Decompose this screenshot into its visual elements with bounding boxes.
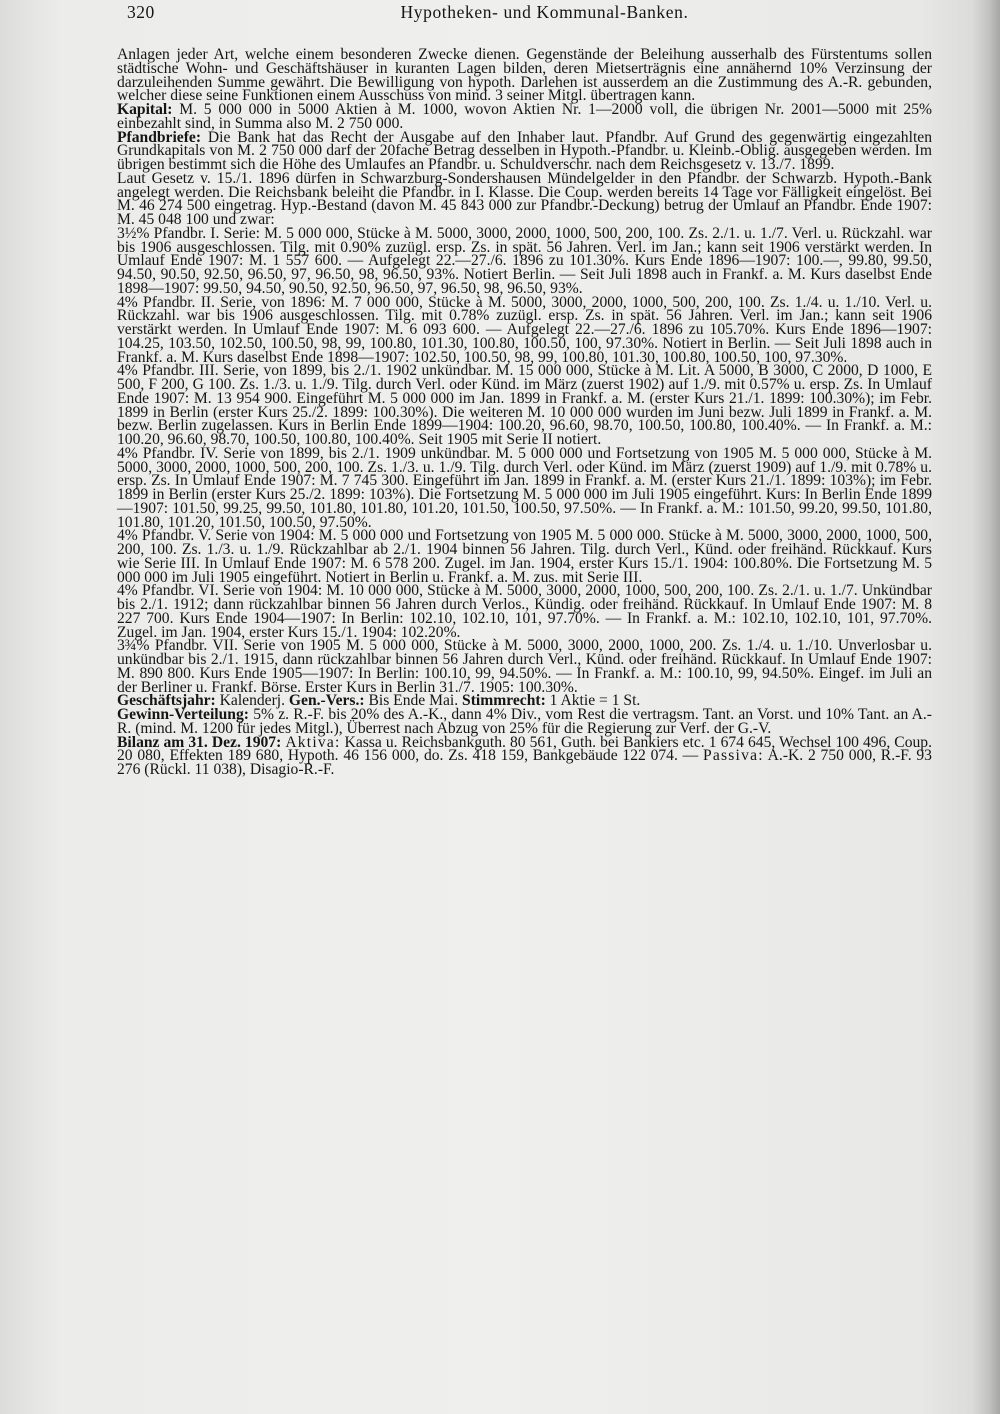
paragraph-serie-3: 4% Pfandbr. III. Serie, von 1899, bis 2./1. 1902 unkündbar. M. 15 000 000, Stücke à M. Lit. A 5000, B 3000, C 2000, D 1000, E 500, F 200, G 100. Zs. 1./3. u. 1./9. Tilg. durch Verl. oder Künd. im März (zuerst 1902) auf 1./9. mit 0.57% u. ersp. Zs. In Umlauf Ende 1907: M. 13 954 900. Eingeführt M. 5 000 000 im Jan. 1899 in Frankf. a. M. (erster Kurs 21./1. 1899: 100.30%); im Febr. 1899 in Berlin (erster Kurs 25./2. 1899: 100.30%). Die weiteren M. 10 000 000 wurden im Juni bezw. Juli 1899 in Frankf. a. M. bezw. Berlin zugelassen. Kurs in Berlin Ende 1899—1904: 100.20, 96.60, 98.70, 100.50, 100.80, 100.40%. — In Frankf. a. M.: 100.20, 96.60, 98.70, 100.50, 100.80, 100.40%. Seit 1905 mit Serie II notiert.: [117, 362, 932, 448]
section-label: Bilanz am 31. Dez. 1907:: [117, 733, 282, 751]
section-label: Gewinn-Verteilung:: [117, 706, 249, 723]
section-label: Kapital:: [117, 101, 173, 118]
paragraph-serie-5: 4% Pfandbr. V. Serie von 1904: M. 5 000 000 und Fortsetzung von 1905 M. 5 000 000. Stücke à M. 5000, 3000, 2000, 1000, 500, 200, 100. Zs. 1./3. u. 1./9. Rückzahlbar ab 2./1. 1904 binnen 56 Jahren. Tilg. durch Verl., Künd. oder freihänd. Rückkauf. Kurs wie Serie III. In Umlauf Ende 1907: M. 6 578 200. Zugel. im Jan. 1904, erster Kurs 15./1. 1904: 100.80%. Die Fortsetzung M. 5 000 000 im Juli 1905 eingeführt. Notiert in Berlin u. Frankf. a. M. zus. mit Serie III.: [117, 527, 932, 586]
paragraph-bilanz: Bilanz am 31. Dez. 1907: Aktiva: Kassa u. Reichsbankguth. 80 561, Guth. bei Bankiers etc. 1 674 645, Wechsel 100 496, Coup. 20 080, Effekten 189 680, Hypoth. 46 156 000, do. Zs. 418 159, Bankgebäude 122 074. — Passiva: A.-K. 2 750 000, R.-F. 93 276 (Rückl. 11 038), Disagio-R.-F.: [117, 733, 932, 778]
section-label: Pfandbriefe:: [117, 128, 202, 146]
paragraph-anlagen: Anlagen jeder Art, welche einem besonderen Zwecke dienen. Gegenstände der Beleihung ausserhalb des Fürstentums sollen städtische Wohn- und Geschäftshäuser in kuranten Lagen bilden, deren Mietserträgnis eine annähernd 10% Verzinsung der darzuleihenden Summe gewährt. Die Bewilligung von hypoth. Darlehen ist ausserdem an die Zustimmung des A.-R. gebunden, welcher diese seine Funktionen einem Ausschuss von mind. 3 seiner Mitgl. übertragen kann.: [117, 46, 932, 105]
paragraph-serie-1: 3½% Pfandbr. I. Serie: M. 5 000 000, Stücke à M. 5000, 3000, 2000, 1000, 500, 200, 100. Zs. 2./1. u. 1./7. Verl. u. Rückzahl. war bis 1906 ausgeschlossen. Tilg. mit 0.90% zuzügl. ersp. Zs. in spät. 56 Jahren. Verl. im Jan.; kann seit 1906 verstärkt werden. In Umlauf Ende 1907: M. 1 557 600. — Aufgelegt 22.—27./6. 1896 zu 101.30%. Kurs Ende 1896—1907: 100.—, 99.80, 99.50, 94.50, 90.50, 92.50, 96.50, 97, 96.50, 98, 96.50, 93%. Notiert Berlin. — Seit Juli 1898 auch in Frankf. a. M. Kurs daselbst Ende 1898—1907: 99.50, 94.50, 90.50, 92.50, 96.50, 97, 96.50, 98, 96.50, 93%.: [117, 224, 932, 297]
paragraph-serie-2: 4% Pfandbr. II. Serie, von 1896: M. 7 000 000, Stücke à M. 5000, 3000, 2000, 1000, 500, 200, 100. Zs. 1./4. u. 1./10. Verl. u. Rückzahl. war bis 1906 ausgeschlossen. Tilg. mit 0.78% zuzügl. ersp. Zs. in spät. 56 Jahren. Verl. im Jan.; kann seit 1906 verstärkt werden. In Umlauf Ende 1907: M. 6 093 600. — Aufgelegt 22.—27./6. 1896 zu 105.70%. Kurs Ende 1896—1907: 104.25, 103.50, 102.50, 100.50, 98, 99, 100.80, 101.30, 100.80, 100.50, 100, 97.30%. Notiert in Berlin. — Seit Juli 1898 auch in Frankf. a. M. Kurs daselbst Ende 1898—1907: 102.50, 100.50, 98, 99, 100.80, 101.30, 100.80, 100.50, 100, 97.30%.: [117, 293, 932, 366]
paragraph-kapital: Kapital: M. 5 000 000 in 5000 Aktien à M. 1000, wovon Aktien Nr. 1—2000 voll, die übrigen Nr. 2001—5000 mit 25% einbezahlt sind, in Summa also M. 2 750 000.: [117, 101, 932, 132]
paragraph-gewinn: Gewinn-Verteilung: 5% z. R.-F. bis 20% des A.-K., dann 4% Div., vom Rest die vertragsm. Tant. an Vorst. und 10% Tant. an A.-R. (mind. M. 1200 für jedes Mitgl.), Überrest nach Abzug von 25% für die Regierung zur Verf. der G.-V.: [117, 706, 932, 737]
page-header: [127, 2, 962, 28]
paragraph-pfandbriefe: Pfandbriefe: Die Bank hat das Recht der Ausgabe auf den Inhaber laut. Pfandbr. Auf Grund des gegenwärtig eingezahlten Grundkapitals von M. 2 750 000 darf der 20fache Betrag desselben in Hypoth.-Pfandbr. u. Kleinb.-Oblig. ausgegeben werden. Im übrigen bestimmt sich die Höhe des Umlaufes an Pfandbr. u. Schuldverschr. nach dem Reichsgesetz v. 13./7. 1899.: [117, 128, 932, 173]
page-spine-shadow: [972, 0, 1000, 1414]
page-number: 320: [127, 2, 155, 22]
body-text: [117, 48, 932, 777]
aktiva-label: Aktiva:: [285, 733, 341, 751]
passiva-label: Passiva:: [703, 747, 764, 765]
paragraph-gesetz: Laut Gesetz v. 15./1. 1896 dürfen in Schwarzburg-Sondershausen Mündelgelder in den Pfandbr. der Schwarzb. Hypoth.-Bank angelegt werden. Die Reichsbank beleiht die Pfandbr. in I. Klasse. Die Coup. werden bereits 14 Tage vor Fälligkeit eingelöst. Bei M. 46 274 500 eingetrag. Hyp.-Bestand (davon M. 45 843 000 zur Pfandbr.-Deckung) betrug der Umlauf an Pfandbr. Ende 1907: M. 45 048 100 und zwar:: [117, 169, 932, 228]
paragraph-serie-6: 4% Pfandbr. VI. Serie von 1904: M. 10 000 000, Stücke à M. 5000, 3000, 2000, 1000, 500, 200, 100. Zs. 2./1. u. 1./7. Unkündbar bis 2./1. 1912; dann rückzahlbar binnen 56 Jahren durch Verlos., Kündig. oder freihänd. Rückkauf. In Umlauf Ende 1907: M. 8 227 700. Kurs Ende 1904—1907: In Berlin: 102.10, 102.10, 101, 97.70%. — In Frankf. a. M.: 102.10, 102.10, 101, 97.70%. Zugel. im Jan. 1904, erster Kurs 15./1. 1904: 102.20%.: [117, 582, 932, 641]
section-label: Stimmrecht:: [462, 692, 546, 710]
paragraph-geschaeftsjahr: Geschäftsjahr: Kalenderj. Gen.-Vers.: Bis Ende Mai. Stimmrecht: 1 Aktie = 1 St.: [117, 692, 641, 710]
paragraph-serie-4: 4% Pfandbr. IV. Serie von 1899, bis 2./1. 1909 unkündbar. M. 5 000 000 und Fortsetzung von 1905 M. 5 000 000, Stücke à M. 5000, 3000, 2000, 1000, 500, 200, 100. Zs. 1./3. u. 1./9. Tilg. durch Verl. oder Künd. im März (zuerst 1909) auf 1./9. mit 0.78% u. ersp. Zs. In Umlauf Ende 1907: M. 7 745 300. Eingeführt im Jan. 1899 in Frankf. a. M. (erster Kurs 21./1. 1899: 103%); im Febr. 1899 in Berlin (erster Kurs 25./2. 1899: 103%). Die Fortsetzung M. 5 000 000 im Juli 1905 eingeführt. Kurs: In Berlin Ende 1899—1907: 101.50, 99.25, 99.50, 101.80, 101.80, 101.20, 101.50, 100.50, 97.50%. — In Frankf. a. M.: 101.50, 99.20, 99.50, 101.80, 101.80, 101.20, 101.50, 100.50, 97.50%.: [117, 444, 932, 531]
section-label: Gen.-Vers.:: [288, 692, 365, 710]
running-title: Hypotheken- und Kommunal-Banken.: [400, 2, 689, 22]
paragraph-serie-7: 3¾% Pfandbr. VII. Serie von 1905 M. 5 000 000, Stücke à M. 5000, 3000, 2000, 1000, 200. Zs. 1./4. u. 1./10. Unverlosbar u. unkündbar bis 2./1. 1915, dann rückzahlbar binnen 56 Jahren durch Verl., Künd. oder freihänd. Rückkauf. In Umlauf Ende 1907: M. 890 800. Kurs Ende 1905—1907: In Berlin: 100.10, 99, 94.50%. — In Frankf. a. M.: 100.10, 99, 94.50%. Eingef. im Juli an der Berliner u. Frankf. Börse. Erster Kurs in Berlin 31./7. 1905: 100.30%.: [117, 637, 932, 696]
section-label: Geschäftsjahr:: [117, 692, 216, 710]
